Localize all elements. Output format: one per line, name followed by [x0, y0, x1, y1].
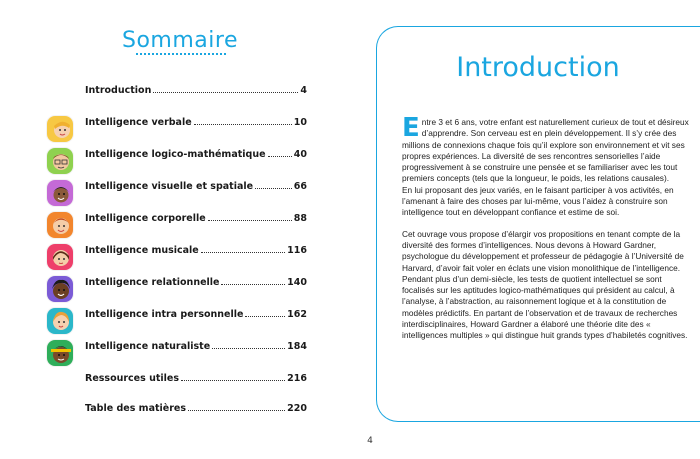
toc-entry-page: 216 — [287, 373, 307, 384]
toc-leader-dots — [188, 402, 285, 411]
toc-entry-introduction[interactable] — [85, 84, 307, 100]
intrapersonal-child-avatar-icon — [47, 308, 73, 334]
toc-entry-musicale[interactable] — [85, 244, 307, 260]
logic-child-avatar-icon — [47, 148, 73, 174]
intro-paragraph-1-text: ntre 3 et 6 ans, votre enfant est naturellement curieux de tout et désireux d’apprendre. Son cerveau est en plein développement. Il s’y crée des millions de connexions chaque fois qu’il explore son environnement et vit ses propres expériences. La diversité de ses rencontres sensorielles l’aide progressivement à se construire une pensée et se familiariser avec les tout premiers concepts (tels que la longueur, le poids, les relations causales). — [402, 117, 689, 184]
toc-entry-label: Table des matières — [85, 403, 187, 414]
intro-paragraph-2-text: En lui proposant des jeux variés, en le faisant participer à vos activités, en l’amenant à faire des choses par lui-même, vous l’aidez à construire son intelligence tout en développant confiance et estime de soi. — [402, 184, 674, 218]
toc-leader-dots — [153, 84, 298, 93]
toc-entry-page: 140 — [287, 277, 307, 288]
toc-leader-dots — [255, 180, 292, 189]
toc-entry-label: Intelligence naturaliste — [85, 341, 211, 352]
toc-entry-table-des-matieres[interactable] — [85, 402, 307, 418]
toc-leader-dots — [194, 116, 292, 125]
toc-entry-page: 40 — [293, 149, 307, 160]
toc-entry-ressources-utiles[interactable] — [85, 372, 307, 388]
toc-entry-intra-personnelle[interactable] — [85, 308, 307, 324]
toc-entry-verbale[interactable] — [85, 116, 307, 132]
visual-child-avatar-icon — [47, 180, 73, 206]
music-child-avatar-icon — [47, 244, 73, 270]
toc-entry-label: Intelligence corporelle — [85, 213, 206, 224]
toc-leader-dots — [245, 308, 285, 317]
toc-entry-label: Intelligence visuelle et spatiale — [85, 181, 254, 192]
intro-body — [402, 113, 690, 352]
intro-paragraph-3: Cet ouvrage vous propose d’élargir vos propositions en tenant compte de la diversité des formes d’intelligences. Nous devons à Howard Gardner, psychologue du développement et professeur de pédagogie à l’Université de Harvard, d’avoir fait voler en éclats une vision monolithique de l’intelligence. Pendant plus d’un demi-siècle, les tests de quotient intellectuel se sont focalisés sur les aptitudes logico-mathématiques qui président au calcul, à l’analyse, à l’abstraction, au raisonnement logique et à la constitution de modèles prédictifs. En partant de l’observation et de travaux de recherches interdisciplinaires, Howard Gardner a élaboré une théorie dite des « intelligences multiples » qui distingue huit grands types d’habiletés cognitives. — [402, 228, 688, 341]
toc-entry-page: 88 — [293, 213, 307, 224]
toc-entry-relationnelle[interactable] — [85, 276, 307, 292]
toc-leader-dots — [208, 212, 292, 221]
intro-dropcap: E — [402, 113, 420, 143]
toc-entry-page: 66 — [293, 181, 307, 192]
toc-entry-page: 116 — [287, 245, 307, 256]
verbal-child-avatar-icon — [47, 116, 73, 142]
toc-entry-visuelle-spatiale[interactable] — [85, 180, 307, 196]
toc-entry-corporelle[interactable] — [85, 212, 307, 228]
toc-leader-dots — [268, 148, 292, 157]
intro-title: Introduction — [456, 52, 620, 83]
toc-entry-naturaliste[interactable] — [85, 340, 307, 356]
toc-entry-page: 184 — [287, 341, 307, 352]
toc-title: Sommaire — [122, 28, 238, 53]
toc-title-underline — [136, 53, 226, 55]
toc-entry-label: Intelligence musicale — [85, 245, 199, 256]
body-child-avatar-icon — [47, 212, 73, 238]
relational-child-avatar-icon — [47, 276, 73, 302]
toc-entry-label: Ressources utiles — [85, 373, 179, 384]
toc-leader-dots — [221, 276, 285, 285]
toc-entry-page: 10 — [293, 117, 307, 128]
toc-entry-label: Intelligence intra personnelle — [85, 309, 244, 320]
toc-entry-page: 162 — [287, 309, 307, 320]
toc-entry-label: Intelligence logico-mathématique — [85, 149, 266, 160]
toc-entry-page: 220 — [287, 403, 307, 414]
toc-entry-label: Intelligence verbale — [85, 117, 192, 128]
toc-leader-dots — [212, 340, 285, 349]
toc-entry-logico-mathematique[interactable] — [85, 148, 307, 164]
naturalist-child-avatar-icon — [47, 340, 73, 366]
toc-leader-dots — [201, 244, 285, 253]
toc-entry-page: 4 — [300, 85, 307, 96]
intro-paragraph-1 — [402, 113, 690, 219]
toc-leader-dots — [181, 372, 285, 381]
toc-entry-label: Introduction — [85, 85, 152, 96]
toc-entry-label: Intelligence relationnelle — [85, 277, 220, 288]
page-number: 4 — [367, 436, 373, 446]
